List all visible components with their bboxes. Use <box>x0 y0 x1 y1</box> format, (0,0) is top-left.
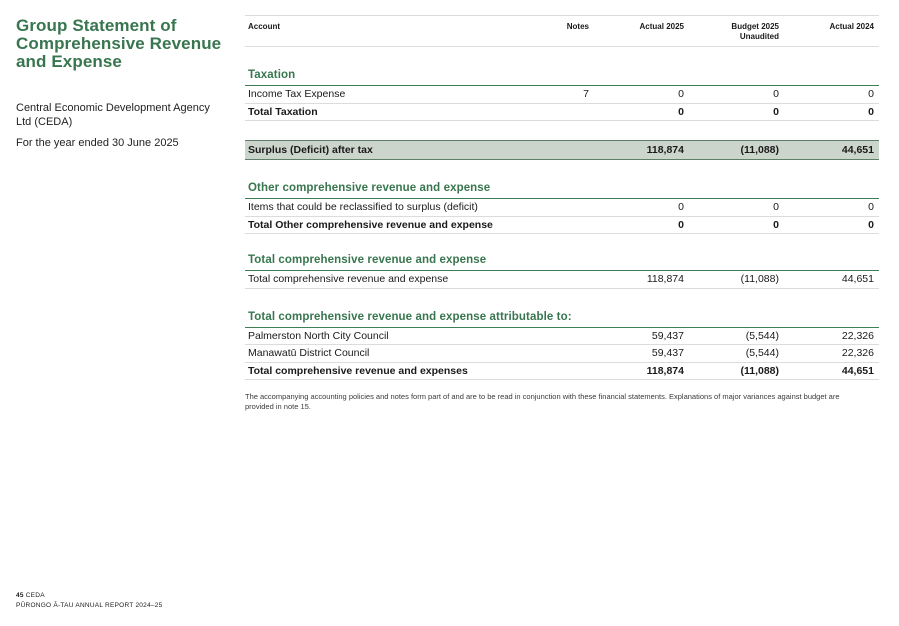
actual-2024-cell: 0 <box>868 88 874 101</box>
budget-2025-cell: 0 <box>773 88 779 101</box>
left-column <box>16 17 231 149</box>
actual-2024-cell: 44,651 <box>841 364 874 377</box>
column-header-actual-2024: Actual 2024 <box>829 22 874 31</box>
actual-2024-cell: 0 <box>868 218 874 231</box>
statement-footnote: The accompanying accounting policies and notes form part of and are to be read in conjunction with these financial statements. Explanations of major variances against budget are provided in note 15. <box>245 392 840 411</box>
account-cell: Manawatū District Council <box>248 347 370 360</box>
actual-2024-cell: 0 <box>868 201 874 214</box>
account-cell: Total comprehensive revenue and expense <box>248 273 449 286</box>
account-cell: Total Taxation <box>248 105 318 118</box>
column-header-budget-2025 <box>689 22 784 41</box>
table-row-total <box>245 217 879 235</box>
budget-2025-cell: (11,088) <box>740 273 779 286</box>
actual-2025-cell: 118,874 <box>646 364 684 377</box>
section-heading: Total comprehensive revenue and expense attributable to: <box>245 311 879 328</box>
actual-2025-cell: 118,874 <box>646 273 684 286</box>
statement-table <box>245 15 879 412</box>
reporting-period: For the year ended 30 June 2025 <box>16 137 179 149</box>
actual-2024-cell: 44,651 <box>841 273 874 286</box>
actual-2024-cell: 44,651 <box>841 144 874 156</box>
budget-2025-cell: 0 <box>773 218 779 231</box>
actual-2025-cell: 118,874 <box>646 144 684 156</box>
organisation-name: Central Economic Development Agency Ltd (CEDA) <box>16 102 210 128</box>
account-cell: Income Tax Expense <box>248 88 346 101</box>
section-other-comprehensive <box>245 182 879 234</box>
column-header-notes: Notes <box>566 22 589 31</box>
surplus-highlight-row <box>245 140 879 160</box>
column-header-actual-2025: Actual 2025 <box>639 22 684 31</box>
footer-page-line <box>16 591 163 601</box>
account-cell: Surplus (Deficit) after tax <box>248 144 373 156</box>
actual-2025-cell: 59,437 <box>651 329 684 342</box>
budget-2025-cell: (11,088) <box>740 144 779 156</box>
section-heading: Total comprehensive revenue and expense <box>245 254 879 271</box>
actual-2025-cell: 0 <box>678 201 684 214</box>
budget-2025-cell: 0 <box>773 105 779 118</box>
table-row <box>245 271 879 289</box>
account-cell: Total Other comprehensive revenue and expense <box>248 218 493 231</box>
column-header-account: Account <box>248 22 280 31</box>
actual-2024-cell: 22,326 <box>841 329 874 342</box>
page-title: Group Statement of Comprehensive Revenue and Expense <box>16 16 222 71</box>
actual-2025-cell: 0 <box>678 88 684 101</box>
account-cell: Total comprehensive revenue and expenses <box>248 364 468 377</box>
section-attributable-to <box>245 311 879 381</box>
budget-2025-cell: (11,088) <box>740 364 779 377</box>
table-row <box>245 86 879 104</box>
page-number: 45 <box>16 592 24 599</box>
actual-2025-cell: 0 <box>678 105 684 118</box>
page-footer <box>16 591 163 610</box>
actual-2025-cell: 59,437 <box>651 347 684 360</box>
table-row-total <box>245 104 879 122</box>
account-cell: Palmerston North City Council <box>248 329 389 342</box>
column-header-budget-2025-label: Budget 2025 <box>731 22 779 31</box>
footer-brand: CEDA <box>25 592 45 599</box>
notes-cell: 7 <box>583 88 589 101</box>
table-header-row <box>245 15 879 47</box>
table-row-total <box>245 363 879 381</box>
section-surplus-after-tax <box>245 140 879 160</box>
account-cell: Items that could be reclassified to surplus (deficit) <box>248 201 478 214</box>
section-total-comprehensive <box>245 254 879 289</box>
actual-2024-cell: 0 <box>868 105 874 118</box>
actual-2024-cell: 22,326 <box>841 347 874 360</box>
section-heading: Other comprehensive revenue and expense <box>245 182 879 199</box>
section-taxation <box>245 69 879 121</box>
budget-2025-cell: (5,544) <box>745 329 779 342</box>
column-header-budget-2025-sublabel: Unaudited <box>739 31 779 41</box>
table-row <box>245 345 879 363</box>
budget-2025-cell: (5,544) <box>745 347 779 360</box>
budget-2025-cell: 0 <box>773 201 779 214</box>
table-row <box>245 199 879 217</box>
table-row <box>245 328 879 346</box>
actual-2025-cell: 0 <box>678 218 684 231</box>
section-heading: Taxation <box>245 69 879 86</box>
footer-report-title: PŪRONGO Ā-TAU ANNUAL REPORT 2024–25 <box>16 601 163 609</box>
